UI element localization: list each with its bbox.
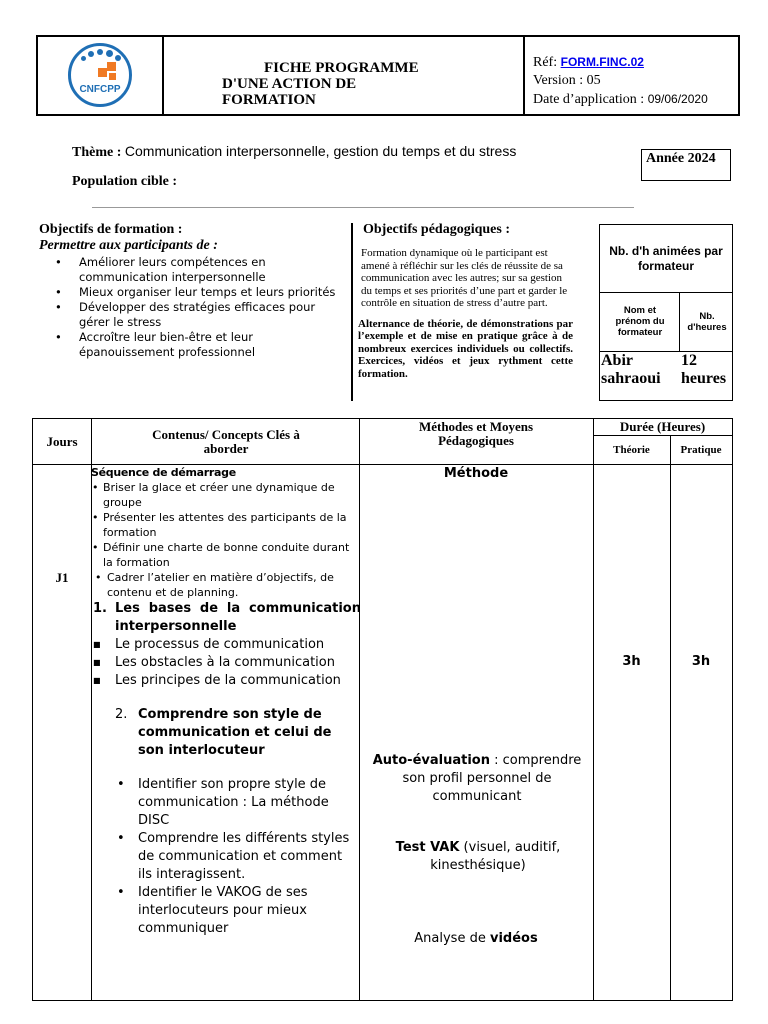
title-line-2: D'UNE ACTION DE — [222, 76, 357, 92]
contenus-cell — [91, 465, 361, 600]
list-item: • Accroître leur bien-être et leur épanouissement professionnel — [79, 330, 344, 360]
document-title — [222, 60, 419, 108]
list-item: • Présenter les attentes des participants de la formation — [92, 511, 347, 539]
formateur-hours: 12 heures — [681, 352, 727, 387]
jour-label: J1 — [55, 570, 69, 585]
header-jours: Jours — [46, 434, 78, 449]
list-item: • Briser la glace et créer une dynamique de groupe — [92, 481, 335, 509]
pratique-value: 3h — [691, 654, 711, 669]
header-pratique: Pratique — [680, 444, 722, 456]
logo-text: CNFCPP — [79, 84, 121, 95]
reference-cell — [523, 37, 740, 114]
header-duree: Durée (Heures) — [619, 419, 706, 434]
objectifs-title: Objectifs de formation : — [39, 222, 183, 237]
theorie-value: 3h — [622, 654, 641, 669]
pedagogiques-title: Objectifs pédagogiques : — [363, 222, 510, 237]
list-item: • Identifier le VAKOG de ses interlocuteurs pour mieux communiquer — [117, 885, 308, 936]
list-item: • Comprendre les différents styles de communication et comment ils interagissent. — [117, 831, 350, 882]
pedagogiques-para1: Formation dynamique où le participant est amené à réfléchir sur les clés de réussite de sa communication avec les autres; sur sa gestion du temps et ses priorités d’une part et garder le contrôle en situation de stress d’autre part. — [361, 247, 568, 309]
program-table — [32, 418, 733, 1001]
objectifs-section — [39, 222, 344, 360]
header-theorie: Théorie — [613, 444, 650, 456]
vertical-divider — [351, 223, 353, 401]
header-contenus: Contenus/ Concepts Clés à aborder — [152, 427, 300, 456]
list-item: • Mieux organiser leur temps et leurs priorités — [79, 285, 344, 300]
methode-title: Méthode — [443, 466, 509, 481]
list-item: • Cadrer l’atelier en matière d’objectifs, de contenu et de planning. — [95, 571, 334, 599]
formateur-box — [599, 224, 733, 401]
theme-line — [72, 143, 516, 161]
ref-link[interactable]: FORM.FINC.02 — [560, 55, 644, 69]
section1-heading: 1. Les bases de la communication interpersonnelle — [93, 601, 361, 634]
pedagogiques-section — [358, 222, 573, 380]
annee-box: Année 2024 — [641, 149, 731, 181]
col-hours-header: Nb. d'heures — [687, 311, 727, 333]
sequence-title: Séquence de démarrage — [91, 466, 236, 479]
section-2 — [115, 706, 338, 760]
title-line-1: FICHE PROGRAMME — [264, 60, 419, 76]
list-item: • Identifier son propre style de communication : La méthode DISC — [117, 777, 329, 828]
objectifs-subtitle: Permettre aux participants de : — [39, 238, 218, 253]
section2-heading: 2. Comprendre son style de communication et celui de son interlocuteur — [115, 707, 332, 758]
list-item: ■ Le processus de communication — [115, 636, 361, 654]
date-value: 09/06/2020 — [647, 92, 708, 106]
population-label: Population cible : — [72, 174, 178, 189]
theme-label: Thème : — [72, 145, 125, 160]
test-vak: Test VAK (visuel, auditif, kinesthésique) — [395, 840, 561, 873]
list-item: ■ Les principes de la communication — [115, 672, 361, 690]
ref-label: Réf: — [533, 55, 561, 70]
list-item: • Développer des stratégies efficaces pour gérer le stress — [79, 300, 344, 330]
cnfcpp-logo — [68, 43, 132, 107]
formateur-name: Abir sahraoui — [601, 352, 661, 387]
section-1 — [93, 600, 361, 690]
auto-evaluation: Auto-évaluation : comprendre son profil personnel de communicant — [372, 753, 582, 804]
version: Version : 05 — [533, 73, 601, 88]
formateur-title: Nb. d'h animées par formateur — [609, 244, 723, 273]
analyse-videos: Analyse de vidéos — [414, 931, 538, 946]
col-name-header: Nom et prénom du formateur — [615, 305, 665, 338]
objectifs-list — [39, 255, 344, 360]
logo-cell — [38, 37, 164, 114]
divider — [92, 207, 634, 208]
title-line-3: FORMATION — [222, 92, 316, 108]
list-item: • Définir une charte de bonne conduite durant la formation — [92, 541, 350, 569]
section2-list — [117, 776, 360, 938]
list-item: ■ Les obstacles à la communication — [115, 654, 361, 672]
theme-value: Communication interpersonnelle, gestion du temps et du stress — [124, 143, 517, 159]
header-methodes: Méthodes et Moyens Pédagogiques — [418, 419, 534, 448]
pedagogiques-para2: Alternance de théorie, de démonstrations par l’exemple et de mise en pratique grâce à de nombreux exercices individuels ou collectifs. Exercices, vidéos et jeux rythment cette formation. — [358, 317, 573, 380]
list-item: • Améliorer leurs compétences en communication interpersonnelle — [79, 255, 344, 285]
date-label: Date d’application : — [533, 92, 648, 107]
